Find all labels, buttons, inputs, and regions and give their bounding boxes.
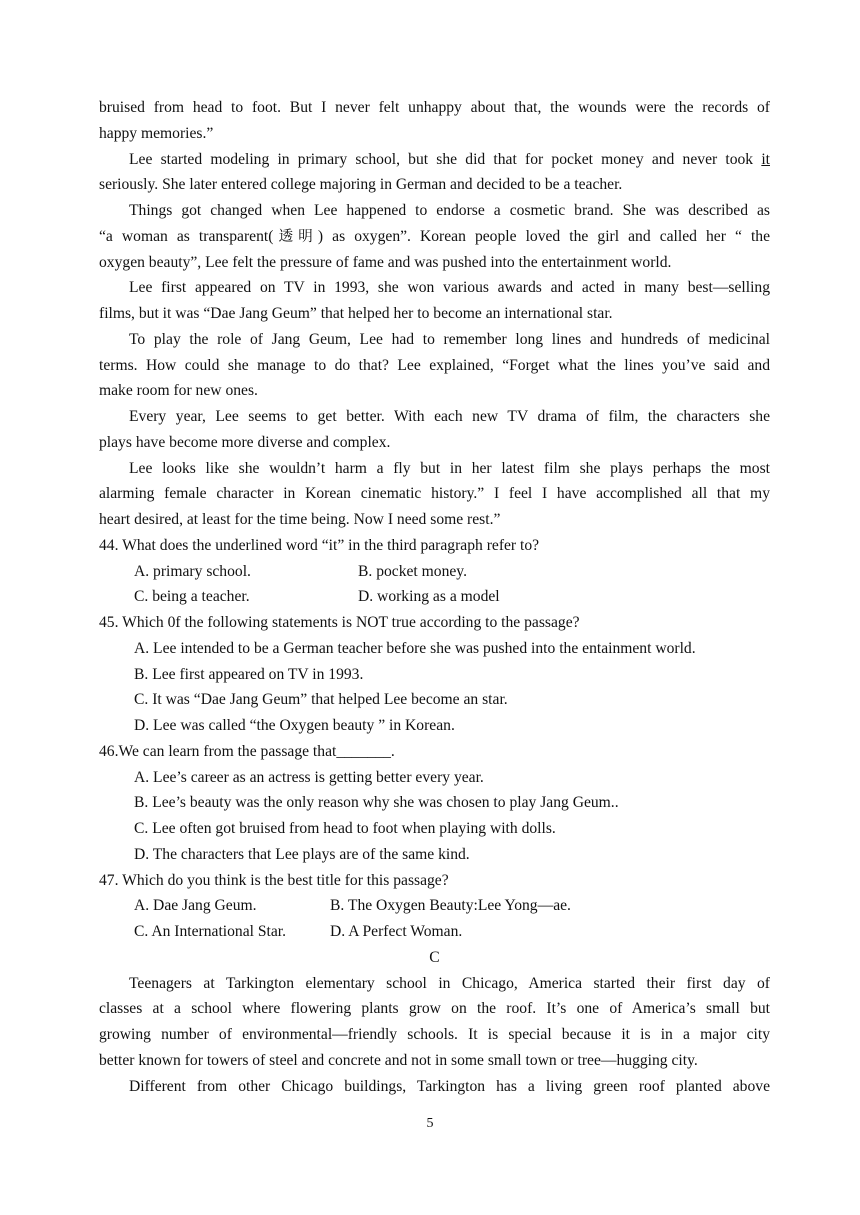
option-a: A. primary school. [134, 562, 251, 580]
chinese-gloss: 透明 [273, 228, 318, 245]
passage-line: happy memories.” [99, 124, 214, 142]
option-c: C. being a teacher. [134, 588, 250, 606]
question-47-options-row-1 [99, 893, 770, 919]
option-d: D. working as a model [358, 588, 500, 606]
question-47-stem: 47. Which do you think is the best title for this passage? [99, 871, 449, 889]
passage-text: ) as oxygen”. Korean people loved the girl and called her “ the [317, 227, 771, 245]
passage-line: seriously. She later entered college majoring in German and decided to be a teacher. [99, 176, 623, 194]
question-45-stem: 45. Which 0f the following statements is NOT true according to the passage? [99, 614, 580, 631]
question-44-options-row-1 [99, 559, 770, 585]
option-c: C. It was “Dae Jang Geum” that helped Lee become an star. [134, 691, 508, 709]
passage-text: “a woman as transparent( [99, 227, 274, 245]
option-d: D. The characters that Lee plays are of the same kind. [134, 845, 470, 863]
passage-line: plays have become more diverse and complex. [99, 433, 391, 451]
section-heading: C [429, 948, 440, 966]
passage-line: Different from other Chicago buildings, Tarkington has a living green roof planted above [129, 1077, 770, 1095]
option-b: B. Lee first appeared on TV in 1993. [134, 665, 364, 683]
passage-line: Every year, Lee seems to get better. With each new TV drama of film, the characters she [129, 408, 770, 425]
passage-line: Things got changed when Lee happened to endorse a cosmetic brand. She was described as [129, 202, 770, 219]
option-c: C. An International Star. [134, 923, 287, 940]
option-b: B. The Oxygen Beauty:Lee Yong—ae. [330, 897, 571, 915]
passage-line: Lee first appeared on TV in 1993, she won various awards and acted in many best—selling [129, 279, 770, 297]
question-44-stem: 44. What does the underlined word “it” in the third paragraph refer to? [99, 536, 540, 554]
question-44-options-row-2 [99, 584, 770, 610]
passage-line: make room for new ones. [99, 382, 258, 400]
passage-line: oxygen beauty”, Lee felt the pressure of fame and was pushed into the entertainment world. [99, 253, 672, 271]
passage-line: Lee looks like she wouldn’t harm a fly but in her latest film she plays perhaps the most [129, 459, 770, 477]
question-46-stem: 46.We can learn from the passage that_______. [99, 742, 395, 760]
underlined-word: it [761, 150, 770, 168]
option-a: A. Lee intended to be a German teacher before she was pushed into the entainment world. [134, 639, 696, 657]
passage-line: alarming female character in Korean cinematic history.” I feel I have accomplished all that my [99, 485, 770, 503]
passage-line: heart desired, at least for the time being. Now I need some rest.” [99, 511, 501, 528]
passage-line [99, 147, 770, 173]
option-d: D. Lee was called “the Oxygen beauty ” in Korean. [134, 717, 455, 734]
passage-line: classes at a school where flowering plants grow on the roof. It’s one of America’s small but [99, 1000, 770, 1018]
passage-line: terms. How could she manage to do that? Lee explained, “Forget what the lines you’ve said and [99, 356, 770, 374]
passage-text: Lee started modeling in primary school, but she did that for pocket money and never took [129, 150, 762, 168]
option-d: D. A Perfect Woman. [330, 923, 463, 940]
question-47-options-row-2 [99, 919, 770, 945]
option-a: A. Lee’s career as an actress is getting better every year. [134, 768, 484, 786]
passage-line: growing number of environmental—friendly schools. It is special because it is in a major city [99, 1026, 770, 1043]
passage-line: better known for towers of steel and concrete and not in some small town or tree—hugging city. [99, 1051, 698, 1069]
option-c: C. Lee often got bruised from head to foot when playing with dolls. [134, 820, 556, 837]
page-content [99, 95, 770, 1099]
passage-line [99, 224, 770, 250]
option-a: A. Dae Jang Geum. [134, 897, 257, 915]
passage-line: Teenagers at Tarkington elementary school in Chicago, America started their first day of [129, 974, 770, 992]
page-number: 5 [426, 1116, 434, 1131]
passage-line: bruised from head to foot. But I never felt unhappy about that, the wounds were the records of [99, 99, 770, 116]
option-b: B. Lee’s beauty was the only reason why she was chosen to play Jang Geum.. [134, 794, 619, 812]
option-b: B. pocket money. [358, 562, 467, 580]
passage-line: To play the role of Jang Geum, Lee had to remember long lines and hundreds of medicinal [129, 330, 770, 348]
passage-line: films, but it was “Dae Jang Geum” that helped her to become an international star. [99, 305, 613, 322]
